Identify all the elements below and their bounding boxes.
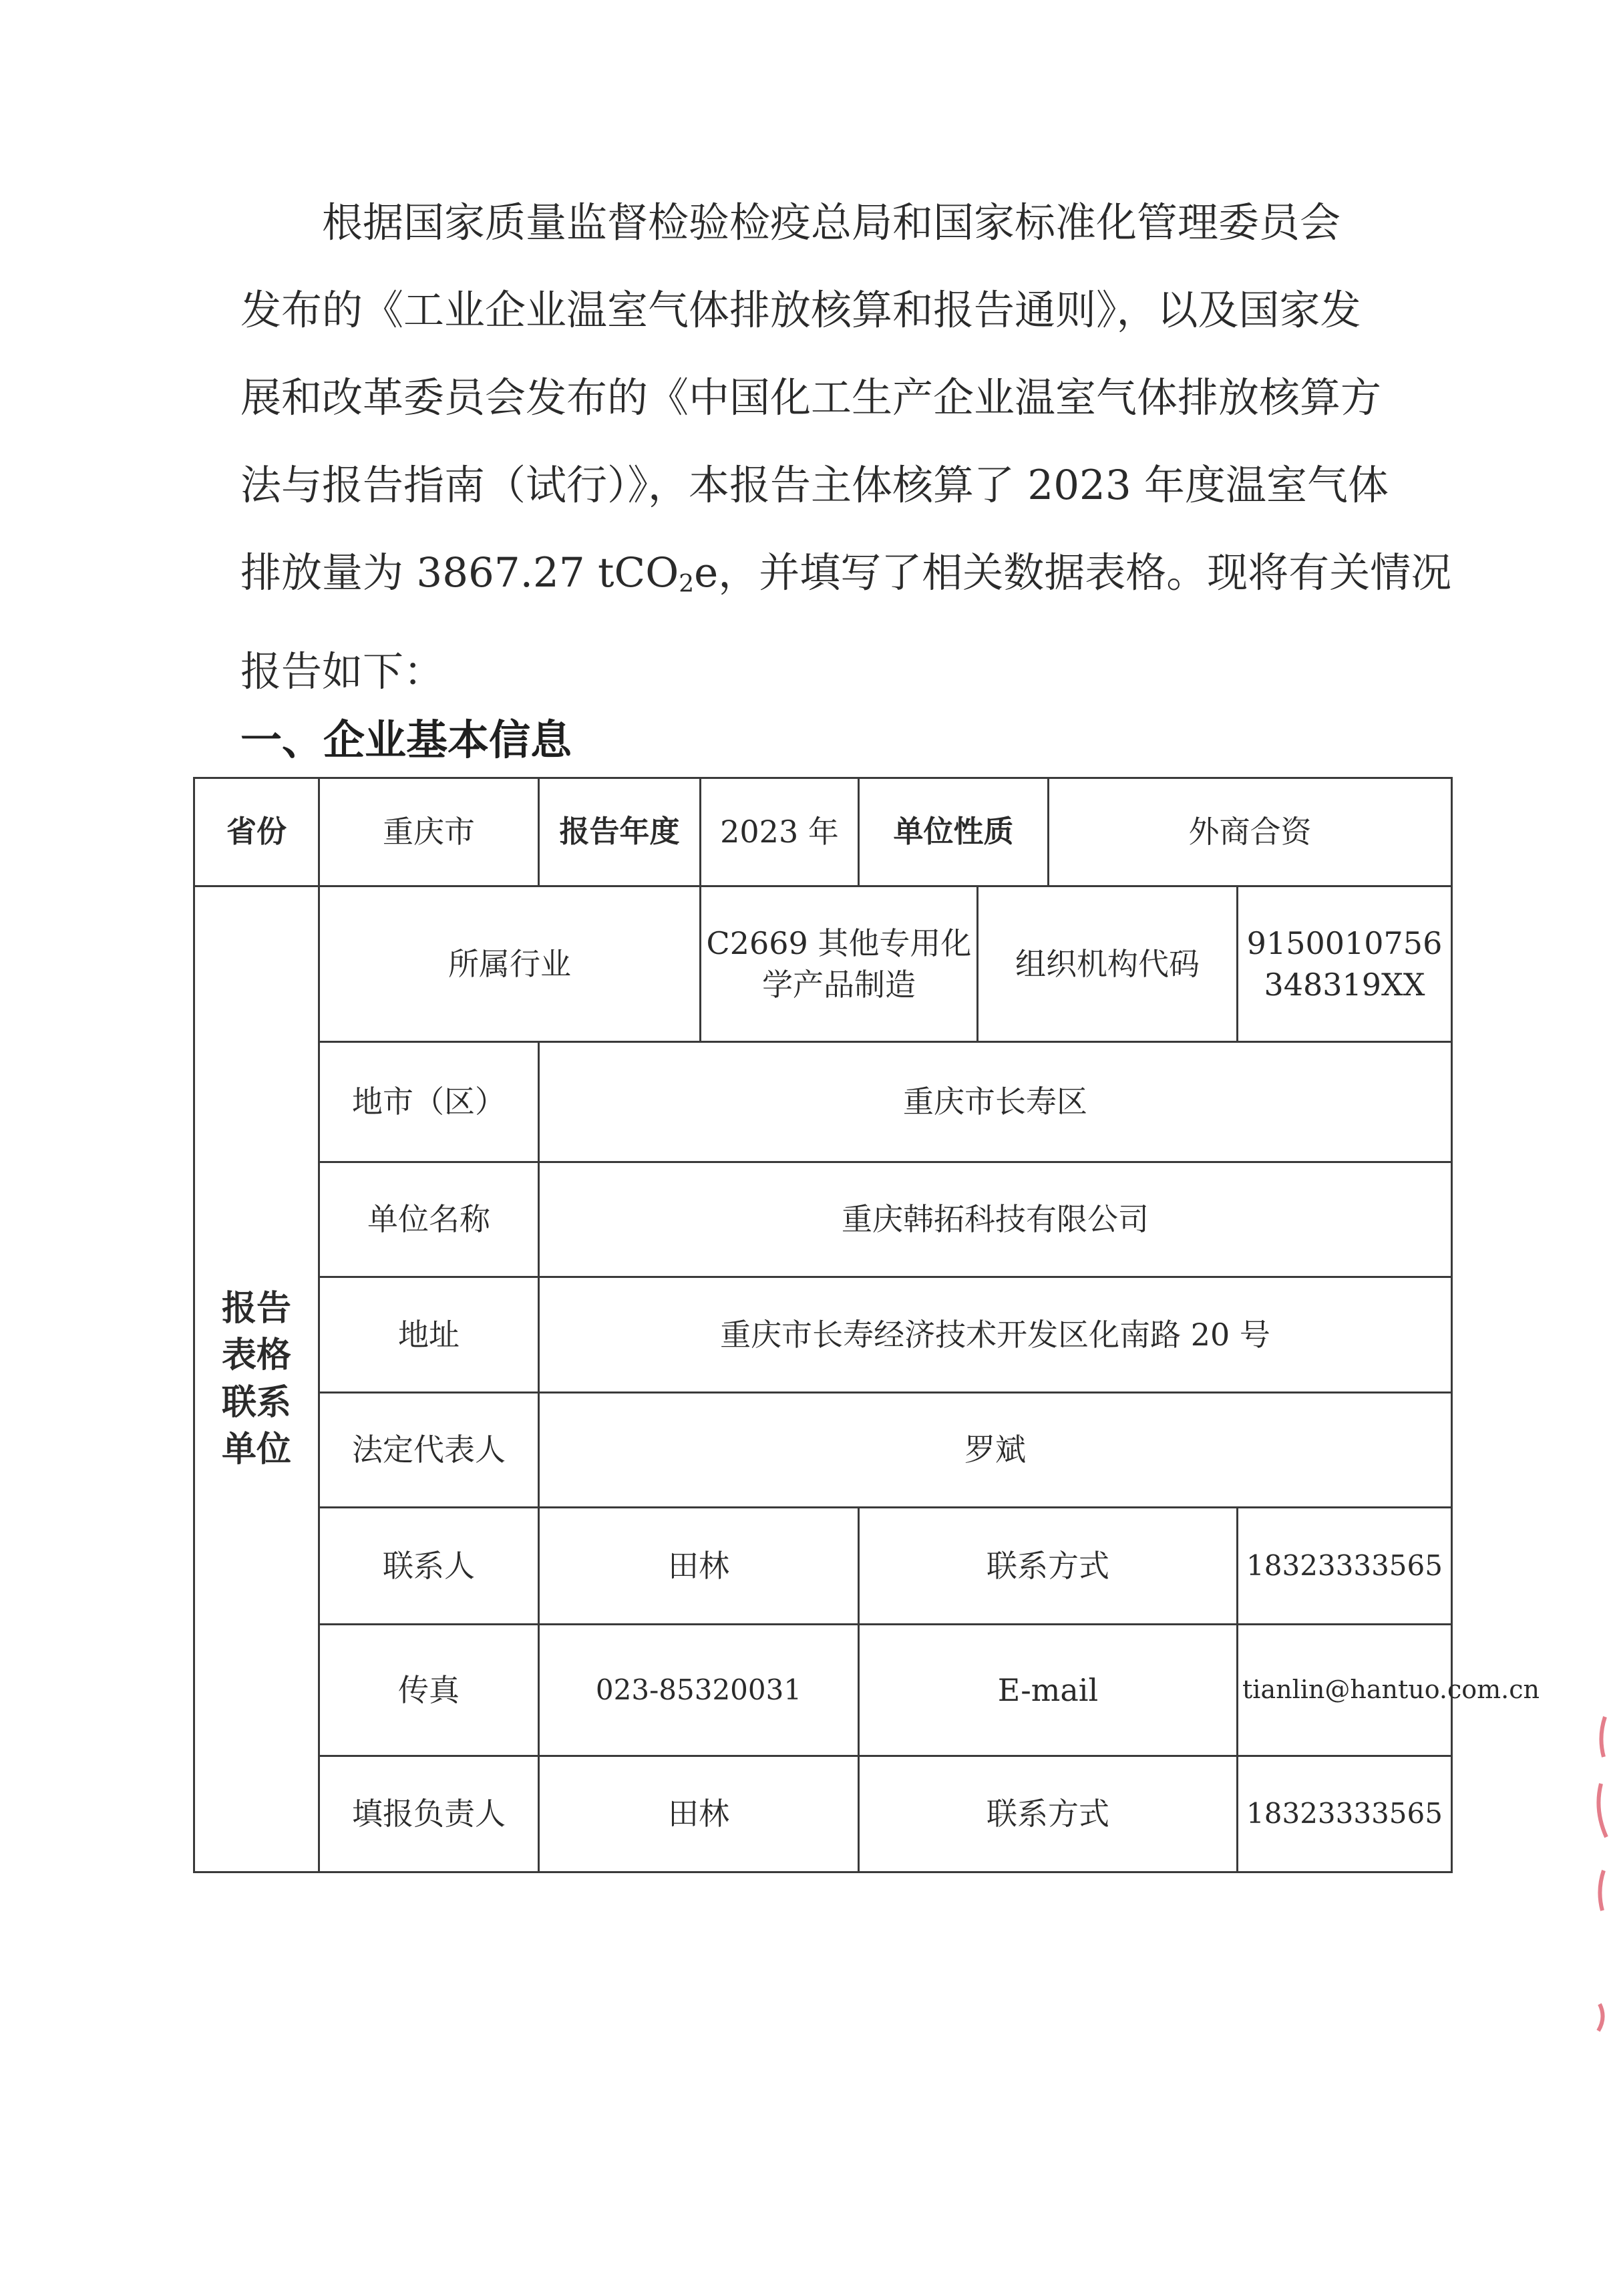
paragraph-line: 法与报告指南（试行）》，本报告主体核算了 2023 年度温室气体 bbox=[240, 462, 1389, 509]
side-label-line: 单位 bbox=[221, 1429, 291, 1470]
fax-value: 023-85320031 bbox=[539, 1625, 859, 1756]
contact-method-label: 联系方式 bbox=[859, 1508, 1238, 1625]
industry-value: C2669 其他专用化学产品制造 bbox=[701, 886, 978, 1042]
contact-phone: 18323333565 bbox=[1238, 1508, 1452, 1625]
industry-label: 所属行业 bbox=[319, 886, 701, 1042]
enterprise-info-table bbox=[193, 777, 1540, 1873]
filler-value: 田林 bbox=[539, 1756, 859, 1872]
table-row bbox=[194, 1508, 1452, 1625]
filler-label: 填报负责人 bbox=[319, 1756, 539, 1872]
table-row bbox=[194, 886, 1452, 1042]
paragraph-line-emissions bbox=[240, 529, 1452, 628]
side-label-line: 表格 bbox=[221, 1335, 291, 1376]
address-label: 地址 bbox=[319, 1277, 539, 1393]
legal-rep-label: 法定代表人 bbox=[319, 1393, 539, 1508]
table-row bbox=[194, 1042, 1452, 1162]
paragraph-line: 根据国家质量监督检验检疫总局和国家标准化管理委员会 bbox=[322, 199, 1341, 247]
side-label-cell bbox=[194, 886, 319, 1872]
section-heading: 一、企业基本信息 bbox=[240, 715, 572, 764]
contact-label: 联系人 bbox=[319, 1508, 539, 1625]
legal-rep-value: 罗斌 bbox=[539, 1393, 1452, 1508]
city-label: 地市（区） bbox=[319, 1042, 539, 1162]
table-row bbox=[194, 1162, 1452, 1277]
org-code-value: 9150010756348319XX bbox=[1238, 886, 1452, 1042]
address-value: 重庆市长寿经济技术开发区化南路 20 号 bbox=[539, 1277, 1452, 1393]
org-code-label: 组织机构代码 bbox=[978, 886, 1238, 1042]
nature-label: 单位性质 bbox=[859, 778, 1049, 886]
intro-paragraph bbox=[240, 179, 1452, 715]
red-seal-fragment-icon bbox=[1589, 1710, 1609, 2044]
city-value: 重庆市长寿区 bbox=[539, 1042, 1452, 1162]
table-row bbox=[194, 1277, 1452, 1393]
table-row bbox=[194, 1625, 1452, 1756]
subscript-2: 2 bbox=[679, 570, 695, 598]
email-value: tianlin@hantuo.com.cn bbox=[1238, 1625, 1452, 1756]
filler-method-label: 联系方式 bbox=[859, 1756, 1238, 1872]
province-label: 省份 bbox=[194, 778, 319, 886]
paragraph-line: 报告如下： bbox=[240, 648, 445, 695]
table-row bbox=[194, 1393, 1452, 1508]
paragraph-line: 展和改革委员会发布的《中国化工生产企业温室气体排放核算方 bbox=[240, 374, 1382, 422]
contact-value: 田林 bbox=[539, 1508, 859, 1625]
year-label: 报告年度 bbox=[539, 778, 701, 886]
email-label: E-mail bbox=[859, 1625, 1238, 1756]
company-label: 单位名称 bbox=[319, 1162, 539, 1277]
filler-phone: 18323333565 bbox=[1238, 1756, 1452, 1872]
province-value: 重庆市 bbox=[319, 778, 539, 886]
nature-value: 外商合资 bbox=[1049, 778, 1452, 886]
company-value: 重庆韩拓科技有限公司 bbox=[539, 1162, 1452, 1277]
year-value: 2023 年 bbox=[701, 778, 859, 886]
side-label-line: 联系 bbox=[221, 1382, 291, 1423]
table-row bbox=[194, 1756, 1452, 1872]
emissions-text-rest: e，并填写了相关数据表格。现将有关情况 bbox=[694, 549, 1452, 597]
paragraph-line: 发布的《工业企业温室气体排放核算和报告通则》，以及国家发 bbox=[240, 287, 1361, 334]
emissions-text: 排放量为 3867.27 tCO bbox=[240, 549, 679, 597]
side-label-line: 报告 bbox=[221, 1289, 291, 1329]
fax-label: 传真 bbox=[319, 1625, 539, 1756]
table-row bbox=[194, 778, 1452, 886]
